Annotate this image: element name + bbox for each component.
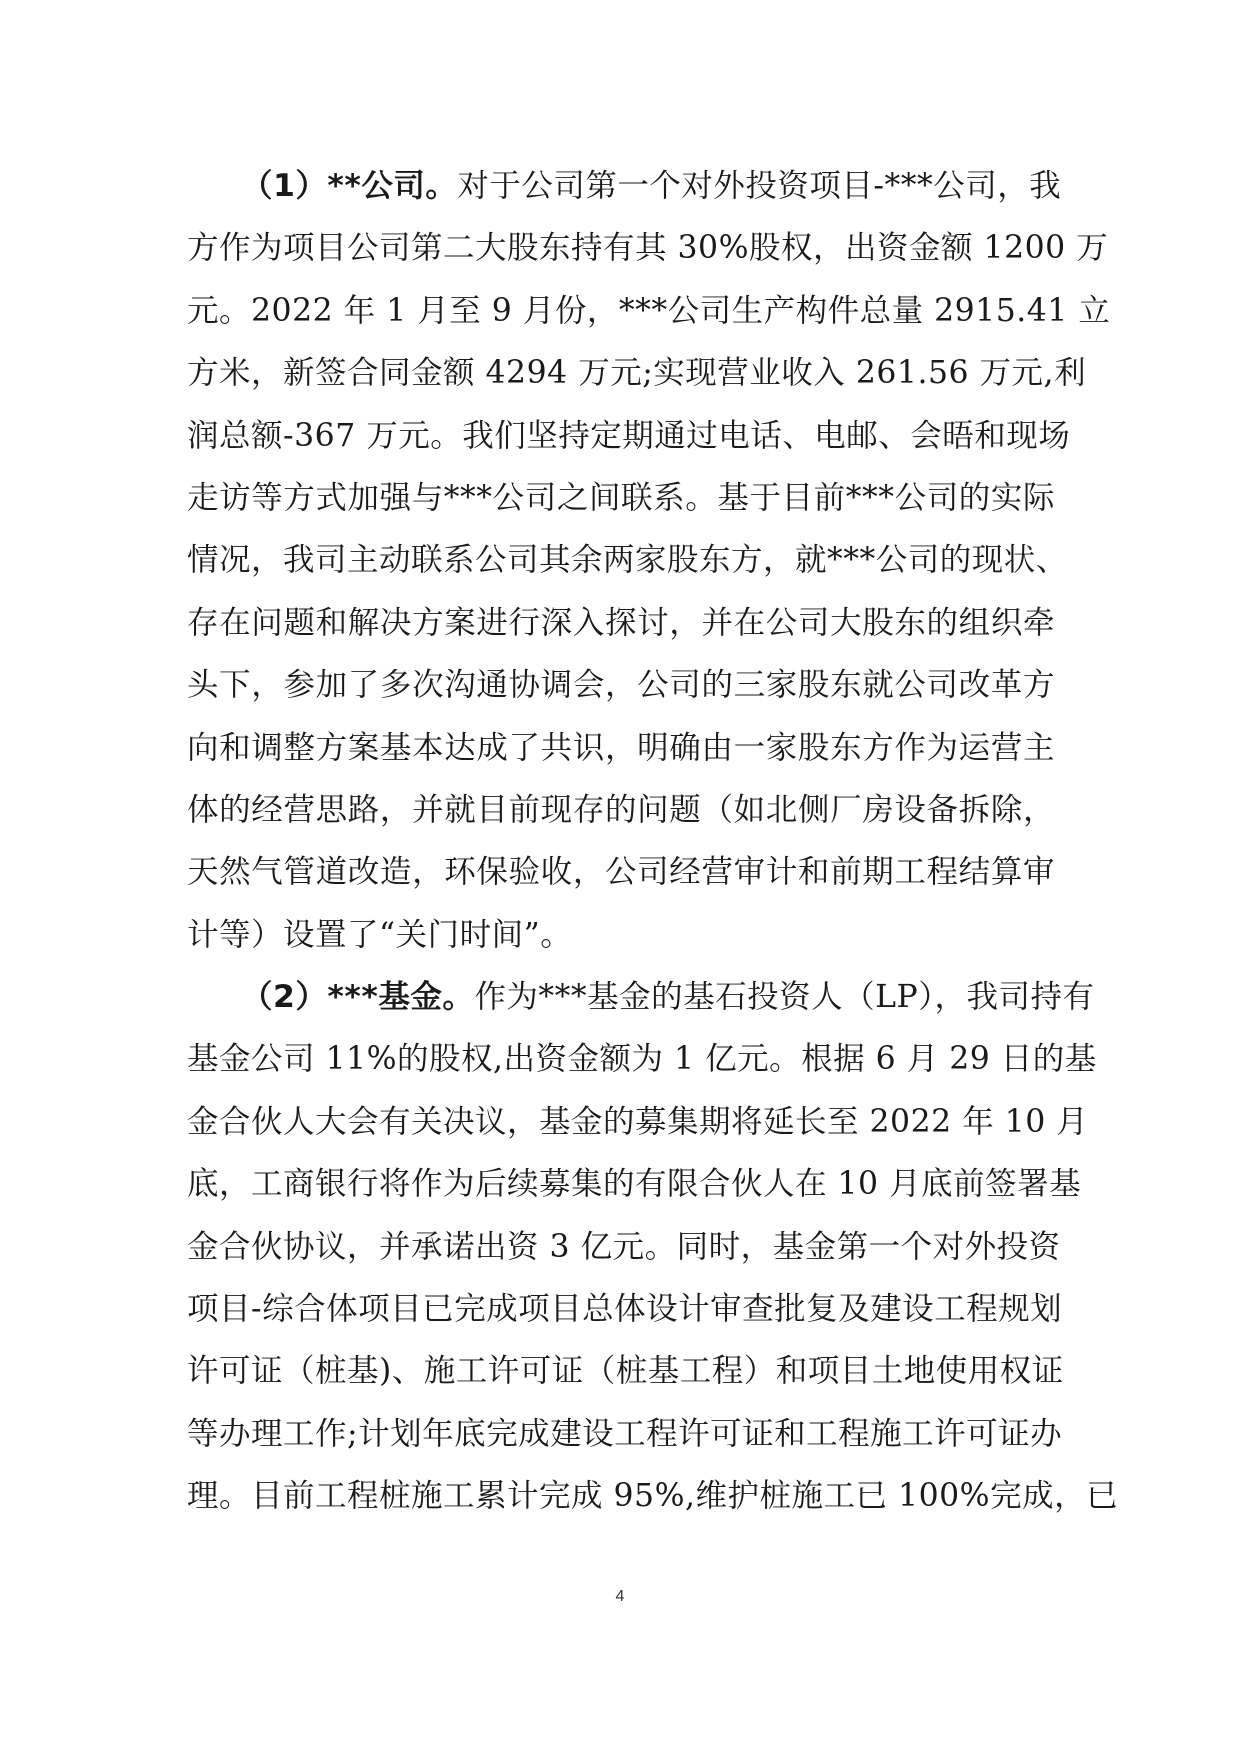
text-line: 金合伙人大会有关决议，基金的募集期将延长至 2022 年 10 月 xyxy=(187,1103,1089,1140)
text-line: 许可证（桩基)、施工许可证（桩基工程）和项目土地使用权证 xyxy=(187,1353,1064,1390)
text-line-content: 作为***基金的基石投资人（LP），我司持有 xyxy=(474,979,1095,1016)
text-line xyxy=(187,155,1062,217)
page-number: 4 xyxy=(615,1588,625,1605)
text-line xyxy=(187,966,1095,1028)
text-line: 走访等方式加强与***公司之间联系。基于目前***公司的实际 xyxy=(187,479,1055,516)
text-line: 计等）设置了“关门时间”。 xyxy=(187,916,573,953)
text-line: 方作为项目公司第二大股东持有其 30%股权，出资金额 1200 万 xyxy=(187,230,1109,267)
text-line: 底，工商银行将作为后续募集的有限合伙人在 10 月底前签署基 xyxy=(187,1166,1082,1203)
text-line-content: 对于公司第一个对外投资项目-***公司，我 xyxy=(457,168,1062,204)
paragraph-2 xyxy=(187,966,1119,1528)
text-line: 体的经营思路，并就目前现存的问题（如北侧厂房设备拆除， xyxy=(187,791,1055,828)
text-line: 基金公司 11%的股权,出资金额为 1 亿元。根据 6 月 29 日的基 xyxy=(187,1041,1097,1078)
text-line: 项目-综合体项目已完成项目总体设计审查批复及建设工程规划 xyxy=(187,1291,1063,1328)
paragraph-1 xyxy=(187,155,1111,966)
body-text xyxy=(187,155,1119,1528)
text-line: 元。2022 年 1 月至 9 月份，***公司生产构件总量 2915.41 立 xyxy=(187,292,1111,329)
text-line: 情况，我司主动联系公司其余两家股东方，就***公司的现状、 xyxy=(187,542,1068,579)
text-line: 润总额-367 万元。我们坚持定期通过电话、电邮、会晤和现场 xyxy=(187,417,1071,454)
text-line: 方米，新签合同金额 4294 万元;实现营业收入 261.56 万元,利 xyxy=(187,355,1087,392)
text-line: 头下，参加了多次沟通协调会，公司的三家股东就公司改革方 xyxy=(187,667,1055,704)
text-line: 理。目前工程桩施工累计完成 95%,维护桩施工已 100%完成，已 xyxy=(187,1478,1119,1515)
text-line: 等办理工作;计划年底完成建设工程许可证和工程施工许可证办 xyxy=(187,1415,1063,1452)
text-line: 存在问题和解决方案进行深入探讨，并在公司大股东的组织牵 xyxy=(187,604,1055,641)
text-line: 金合伙协议，并承诺出资 3 亿元。同时，基金第一个对外投资 xyxy=(187,1228,1061,1265)
paragraph-heading: （1）**公司。 xyxy=(241,168,458,204)
paragraph-heading: （2）***基金。 xyxy=(241,979,475,1016)
text-line: 向和调整方案基本达成了共识，明确由一家股东方作为运营主 xyxy=(187,729,1055,766)
text-line: 天然气管道改造，环保验收，公司经营审计和前期工程结算审 xyxy=(187,854,1055,891)
